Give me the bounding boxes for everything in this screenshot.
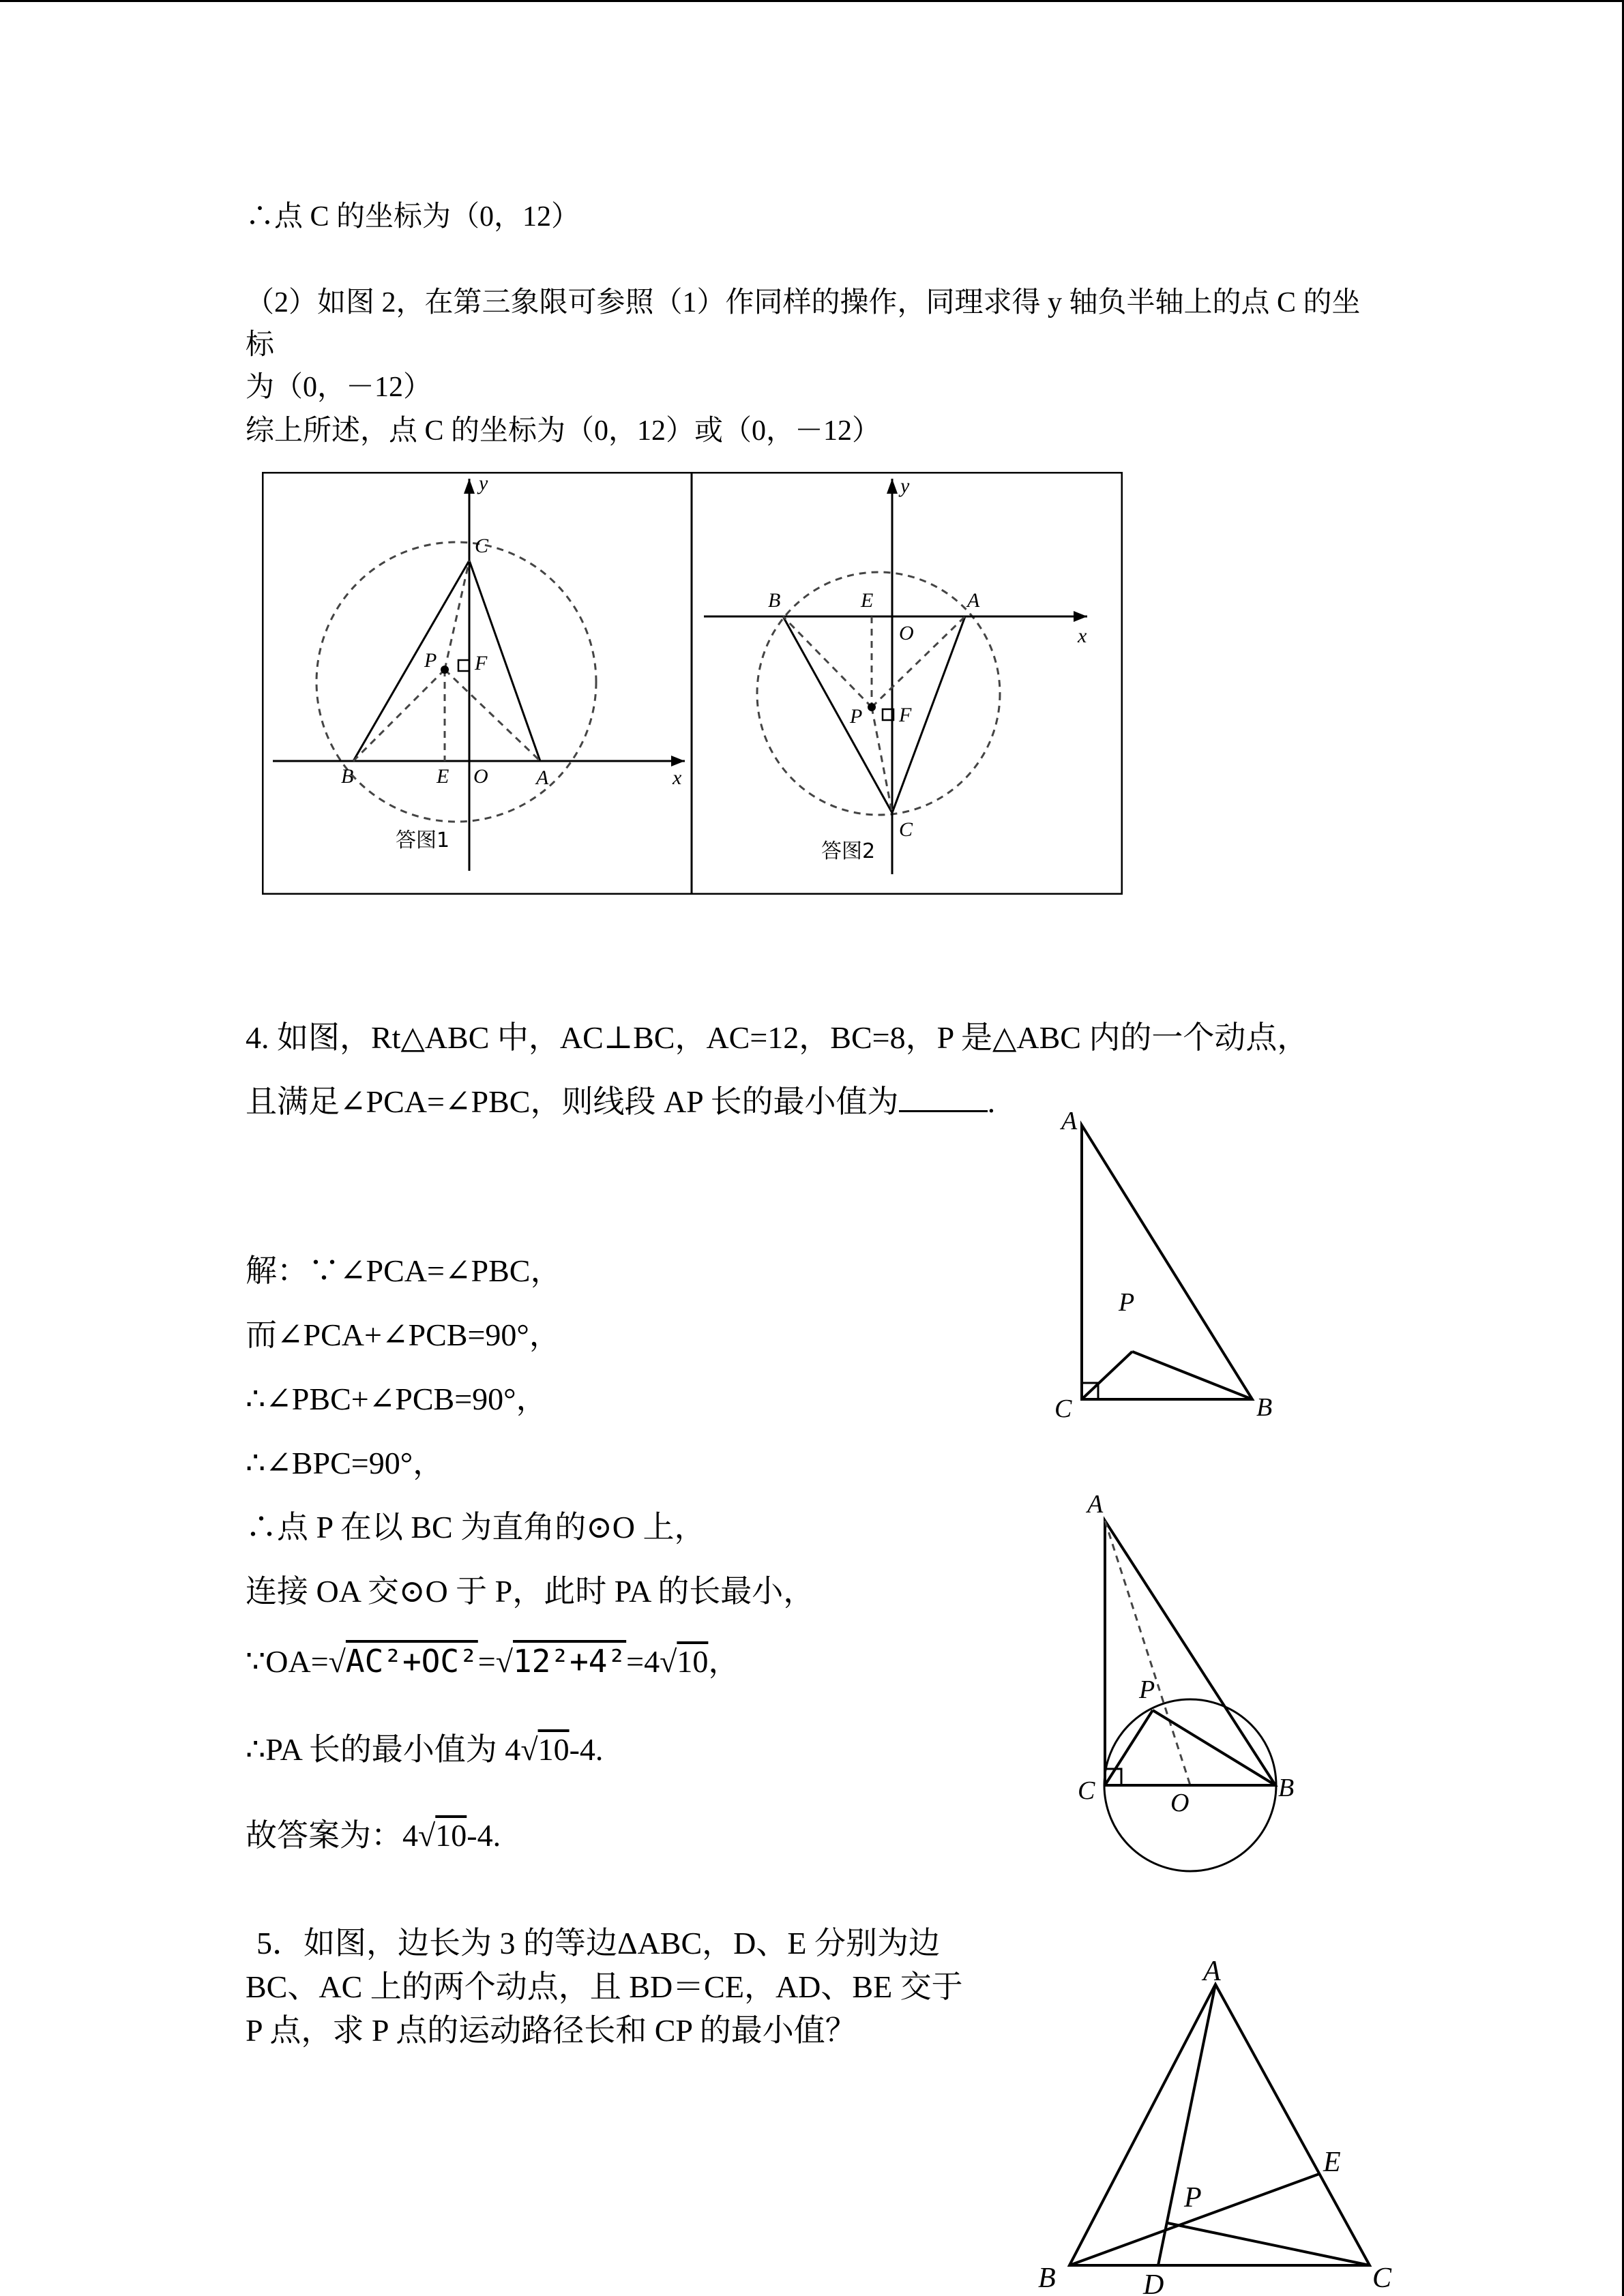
- label-y-2: y: [900, 475, 910, 497]
- radicand-4: 10: [537, 1732, 570, 1767]
- y-arrow-1: [464, 479, 475, 494]
- label-F-1: F: [475, 652, 488, 674]
- circle-2: [757, 572, 1000, 815]
- q4-line-2-end: .: [987, 1084, 996, 1119]
- q4a-label-A: A: [1061, 1107, 1078, 1135]
- label-y-1: y: [479, 472, 488, 494]
- q5-line-2: BC、AC 上的两个动点，且 BD＝CE，AD、BE 交于: [246, 1969, 963, 2004]
- label-A-2: A: [967, 589, 980, 612]
- coordinate-figures: [262, 472, 1123, 895]
- label-B-1: B: [341, 765, 354, 788]
- q4-sol-6: 连接 OA 交⊙O 于 P，此时 PA 的长最小，: [246, 1574, 815, 1609]
- label-P-1: P: [424, 649, 437, 672]
- radicand-1: AC²+OC²: [345, 1643, 478, 1680]
- text-line-3: 标: [246, 329, 275, 361]
- q4b-label-C: C: [1078, 1776, 1095, 1805]
- q4b-label-P: P: [1139, 1675, 1155, 1704]
- q4-sol-4: ∴∠BPC=90°，: [246, 1446, 445, 1480]
- sqrt-sign-3: √: [660, 1644, 677, 1679]
- text-line-5: 综上所述，点 C 的坐标为（0，12）或（0，－12）: [246, 415, 881, 447]
- caption-2: 答图2: [821, 839, 876, 863]
- q5-label-C: C: [1372, 2263, 1392, 2294]
- radicand-3: 10: [677, 1644, 709, 1679]
- sol7-post: ，: [708, 1644, 740, 1679]
- label-O-2: O: [899, 622, 914, 644]
- panel-2: [704, 475, 1087, 874]
- q4a-label-P: P: [1119, 1288, 1135, 1317]
- q5-triangle-figure: [1023, 1957, 1446, 2296]
- triangle-1: [353, 561, 540, 761]
- caption-1: 答图1: [396, 829, 450, 852]
- q4-circle-figure: [1064, 1480, 1323, 1882]
- q4-sol-2: 而∠PCA+∠PCB=90°，: [246, 1317, 561, 1352]
- x-arrow-2: [1074, 611, 1087, 622]
- q4-sol-3: ∴∠PBC+∠PCB=90°，: [246, 1382, 548, 1416]
- label-P-2: P: [850, 705, 863, 728]
- q5-label-E: E: [1323, 2147, 1341, 2178]
- q4-triangle-figure: [1044, 1105, 1303, 1432]
- sol7-eq: =: [477, 1644, 496, 1679]
- sqrt-sign-2: √: [495, 1644, 513, 1679]
- q5-line-1: 5．如图，边长为 3 的等边ΔABC，D、E 分别为边: [256, 1926, 940, 1960]
- text-line-4: 为（0，－12）: [246, 372, 432, 403]
- page-top-border: [0, 0, 1624, 2]
- q4-sol-8: [246, 1732, 603, 1768]
- label-O-1: O: [473, 765, 488, 788]
- sol7-pre: ∵OA=: [246, 1644, 329, 1679]
- radicand-2: 12²+4²: [512, 1643, 627, 1680]
- label-x-2: x: [1078, 625, 1087, 647]
- q4-line-1: 4. 如图，Rt△ABC 中，AC⊥BC，AC=12，BC=8，P 是△ABC 内的一个动点，: [246, 1020, 1309, 1055]
- answer-blank: [899, 1084, 988, 1112]
- q5-line-3: P 点，求 P 点的运动路径长和 CP 的最小值？: [246, 2013, 857, 2048]
- y-arrow-2: [887, 479, 898, 494]
- q4a-label-C: C: [1054, 1395, 1072, 1423]
- label-x-1: x: [673, 766, 682, 789]
- q4b-label-A: A: [1087, 1490, 1104, 1519]
- sqrt-sign-1: √: [328, 1644, 346, 1679]
- text-line-1: ∴点 C 的坐标为（0，12）: [246, 201, 580, 233]
- label-C-2: C: [899, 818, 913, 841]
- q5-label-P: P: [1184, 2182, 1202, 2213]
- q4-sol-7: [246, 1643, 739, 1680]
- q4-line-2: [246, 1084, 995, 1120]
- q4-sol-9: [246, 1818, 501, 1853]
- radicand-5: 10: [435, 1818, 467, 1853]
- sol8-post: -4.: [569, 1732, 604, 1767]
- label-C-1: C: [475, 535, 489, 557]
- q4b-label-O: O: [1170, 1789, 1190, 1817]
- sol9-post: -4.: [467, 1818, 501, 1853]
- q4-sol-1: 解：∵∠PCA=∠PBC，: [246, 1253, 562, 1288]
- text-line-2: （2）如图 2，在第三象限可参照（1）作同样的操作，同理求得 y 轴负半轴上的点 C 的坐: [246, 287, 1361, 318]
- label-E-1: E: [437, 765, 449, 788]
- triangle-2: [783, 616, 965, 813]
- q5-label-A: A: [1203, 1957, 1221, 1987]
- q4-sol-5: ∴点 P 在以 BC 为直角的⊙O 上，: [246, 1510, 706, 1545]
- sol9-pre: 故答案为：4: [246, 1818, 418, 1853]
- label-E-2: E: [861, 589, 874, 612]
- label-B-2: B: [768, 589, 781, 612]
- q5-label-B: B: [1038, 2263, 1056, 2294]
- q4a-label-B: B: [1256, 1393, 1273, 1422]
- label-F-2: F: [899, 704, 912, 726]
- label-A-1: A: [536, 766, 549, 789]
- panel-1: [273, 472, 685, 871]
- x-arrow-1: [671, 756, 685, 766]
- sol7-eq2: =4: [626, 1644, 660, 1679]
- sol8-pre: ∴PA 长的最小值为 4: [246, 1732, 521, 1767]
- q4-line-2-text: 且满足∠PCA=∠PBC，则线段 AP 长的最小值为: [246, 1084, 899, 1119]
- q5-label-D: D: [1143, 2269, 1164, 2296]
- q4b-label-B: B: [1278, 1774, 1295, 1802]
- sqrt-sign-4: √: [520, 1732, 538, 1767]
- sqrt-sign-5: √: [418, 1818, 436, 1853]
